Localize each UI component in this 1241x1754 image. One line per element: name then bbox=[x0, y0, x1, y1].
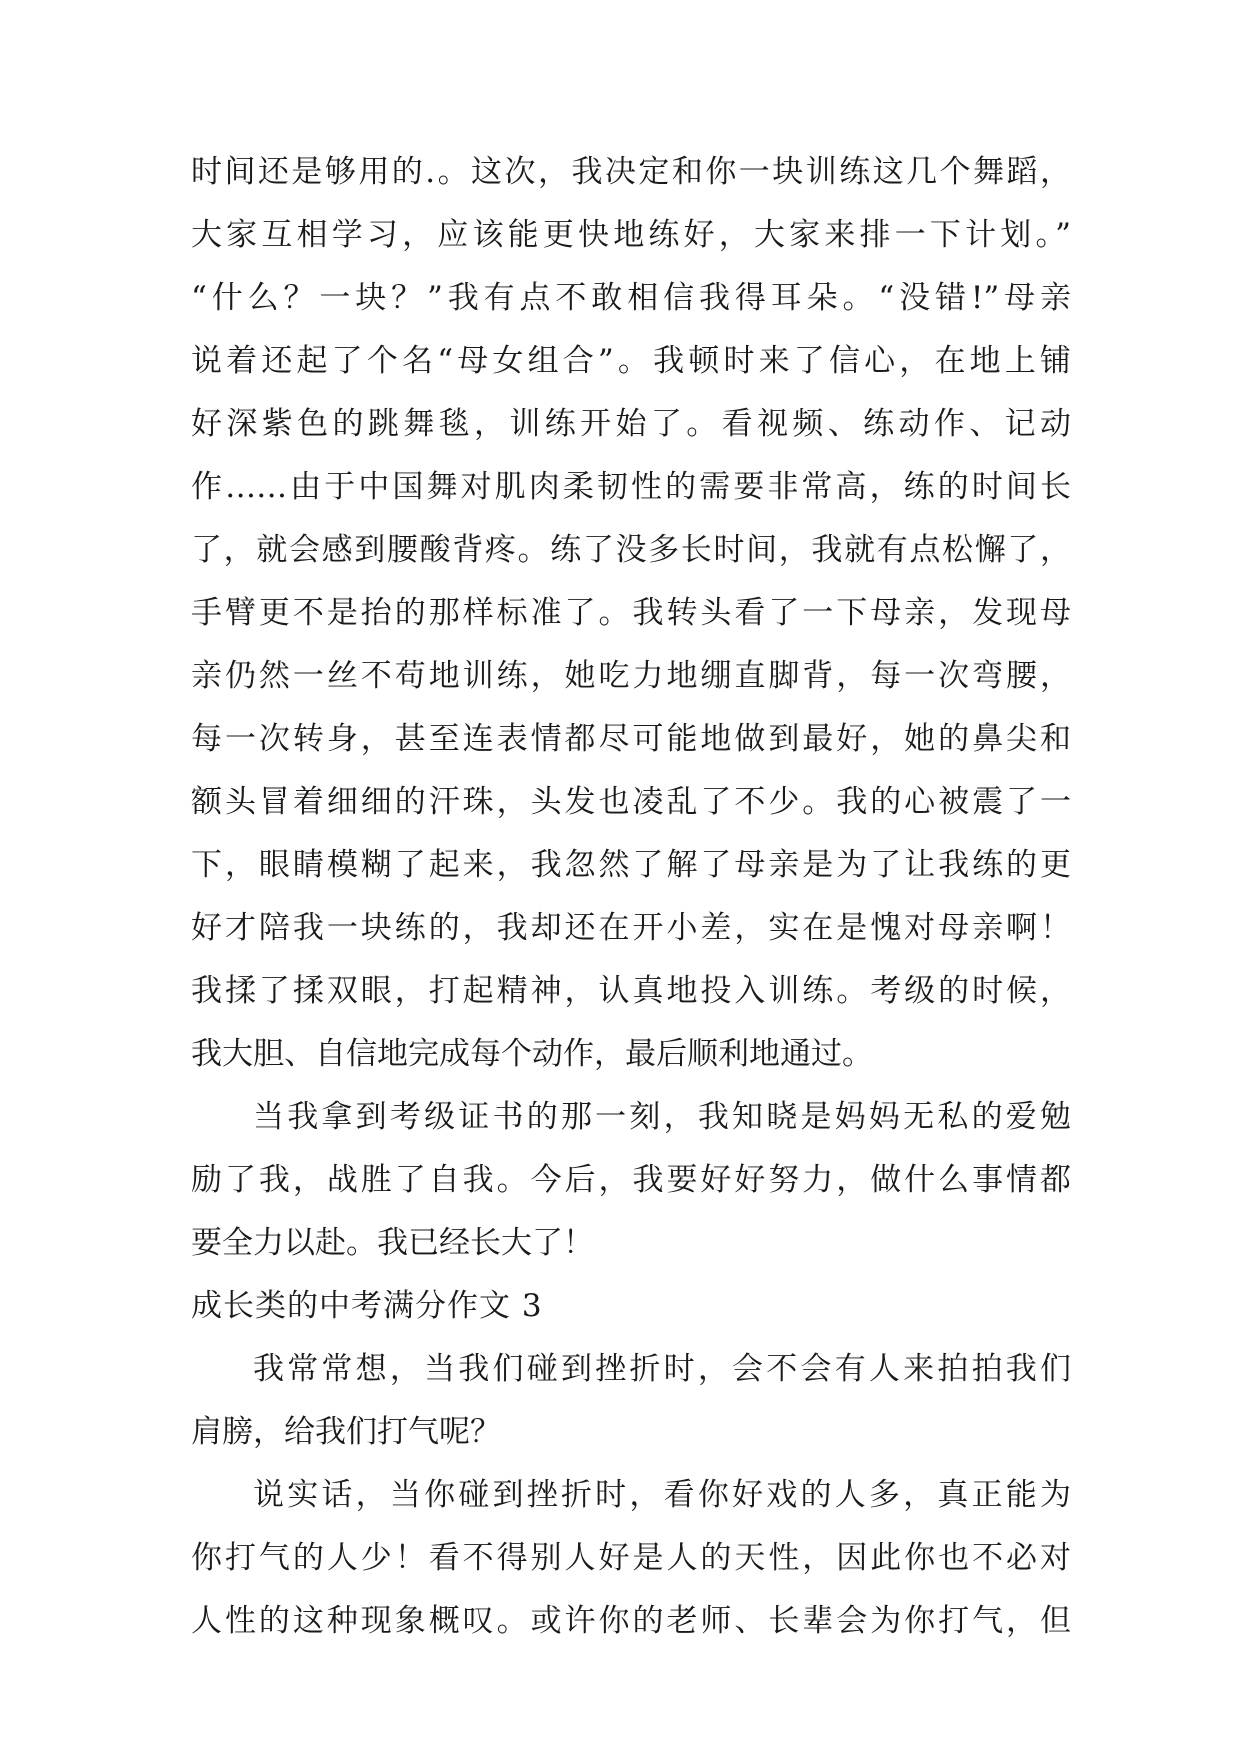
paragraph-first-line: 当我拿到考级证书的那一刻，我知晓是妈妈无私的爱勉 bbox=[253, 1099, 1071, 1135]
text-line: 好深紫色的跳舞毯，训练开始了。看视频、练动作、记动 bbox=[191, 406, 1071, 442]
text-line: 你打气的人少！看不得别人好是人的天性，因此你也不必对 bbox=[191, 1540, 1071, 1576]
text-line: 我大胆、自信地完成每个动作，最后顺利地通过。 bbox=[191, 1036, 873, 1072]
text-line: 了，就会感到腰酸背疼。练了没多长时间，我就有点松懈了， bbox=[191, 532, 1071, 568]
text-line: 每一次转身，甚至连表情都尽可能地做到最好，她的鼻尖和 bbox=[191, 721, 1071, 757]
text-line: “什么？一块？”我有点不敢相信我得耳朵。“没错!”母亲 bbox=[191, 280, 1071, 316]
text-line: 肩膀，给我们打气呢？ bbox=[191, 1414, 501, 1450]
text-line: 大家互相学习，应该能更快地练好，大家来排一下计划。” bbox=[191, 217, 1071, 253]
text-line: 手臂更不是抬的那样标准了。我转头看了一下母亲，发现母 bbox=[191, 595, 1071, 631]
text-line: 我揉了揉双眼，打起精神，认真地投入训练。考级的时候， bbox=[191, 973, 1071, 1009]
paragraph-first-line: 说实话，当你碰到挫折时，看你好戏的人多，真正能为 bbox=[253, 1477, 1071, 1513]
text-line: 励了我，战胜了自我。今后，我要好好努力，做什么事情都 bbox=[191, 1162, 1071, 1198]
text-line: 说着还起了个名“母女组合”。我顿时来了信心，在地上铺 bbox=[191, 343, 1071, 379]
section-heading: 成长类的中考满分作文 3 bbox=[191, 1288, 543, 1324]
text-line: 好才陪我一块练的，我却还在开小差，实在是愧对母亲啊！ bbox=[191, 910, 1071, 946]
paragraph-first-line: 我常常想，当我们碰到挫折时，会不会有人来拍拍我们 bbox=[253, 1351, 1071, 1387]
text-line: 时间还是够用的.。这次，我决定和你一块训练这几个舞蹈， bbox=[191, 154, 1071, 190]
text-line: 作……由于中国舞对肌肉柔韧性的需要非常高，练的时间长 bbox=[191, 469, 1071, 505]
text-line: 人性的这种现象概叹。或许你的老师、长辈会为你打气，但 bbox=[191, 1603, 1071, 1639]
text-line: 额头冒着细细的汗珠，头发也凌乱了不少。我的心被震了一 bbox=[191, 784, 1071, 820]
text-line: 亲仍然一丝不苟地训练，她吃力地绷直脚背，每一次弯腰， bbox=[191, 658, 1071, 694]
text-line: 要全力以赴。我已经长大了！ bbox=[191, 1225, 594, 1261]
text-line: 下，眼睛模糊了起来，我忽然了解了母亲是为了让我练的更 bbox=[191, 847, 1071, 883]
